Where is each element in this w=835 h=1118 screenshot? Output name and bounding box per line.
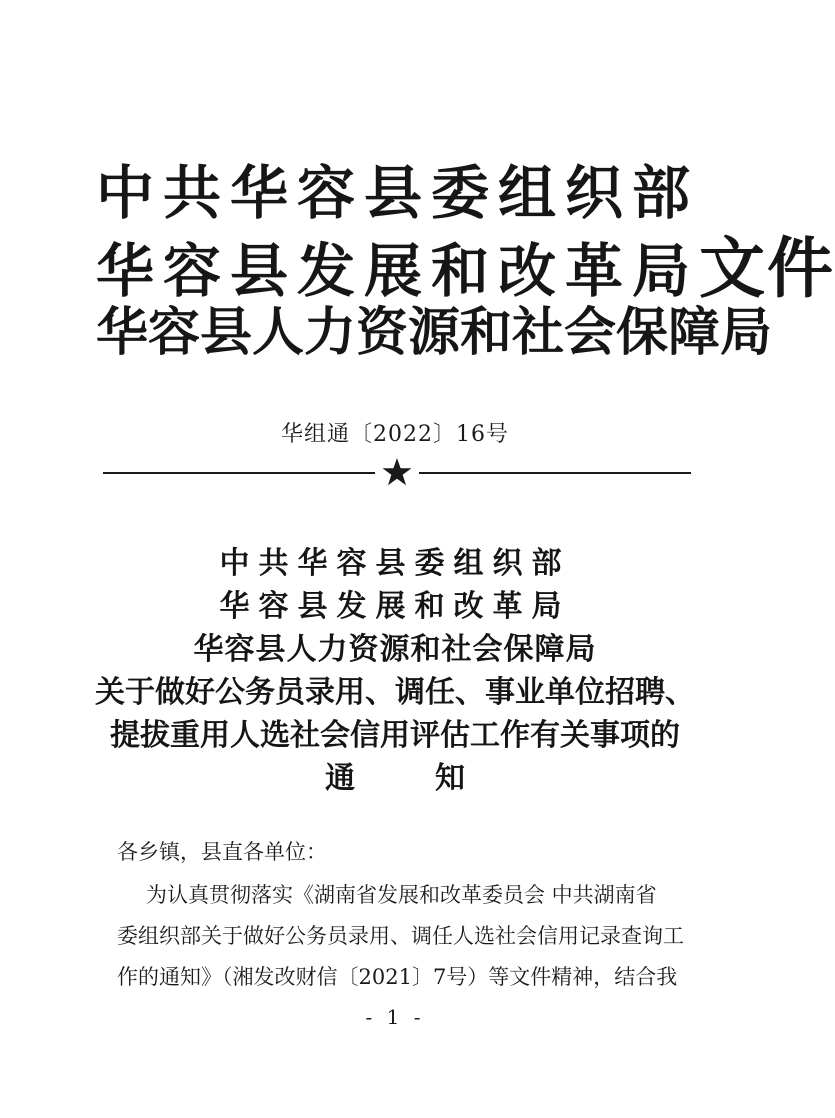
star-icon — [381, 457, 413, 489]
body-line-1: 为认真贯彻落实《湖南省发展和改革委员会 中共湖南省 — [146, 883, 657, 907]
salutation: 各乡镇，县直各单位： — [117, 840, 327, 864]
rule-right-line — [419, 472, 691, 474]
title-line-2: 提拔重用人选社会信用评估工作有关事项的 — [110, 718, 680, 753]
title-org-3: 华容县人力资源和社会保障局 — [193, 632, 597, 667]
body-paragraph — [117, 875, 684, 998]
separator-rule — [103, 461, 691, 485]
rule-left-line — [103, 472, 375, 474]
doc-number: 华组通〔2022〕16号 — [281, 422, 509, 447]
body-line-3: 作的通知》（湘发改财信〔2021〕7号）等文件精神，结合我 — [117, 965, 678, 989]
header-org-1: 中共华容县委组织部 — [96, 159, 700, 227]
title-org-2: 华容县发展和改革局 — [219, 589, 571, 624]
title-line-1: 关于做好公务员录用、调任、事业单位招聘、 — [95, 675, 695, 710]
header-org-3: 华容县人力资源和社会保障局 — [96, 302, 773, 363]
notice-title — [0, 542, 790, 800]
body-line-2: 委组织部关于做好公务员录用、调任人选社会信用记录查询工 — [117, 924, 684, 948]
header-org-2: 华容县发展和改革局 — [96, 237, 700, 305]
page-number: - 1 - — [365, 1005, 425, 1029]
header-doc-word: 文件 — [699, 229, 835, 307]
title-line-3: 通知 — [325, 761, 545, 796]
title-org-1: 中共华容县委组织部 — [219, 546, 571, 581]
